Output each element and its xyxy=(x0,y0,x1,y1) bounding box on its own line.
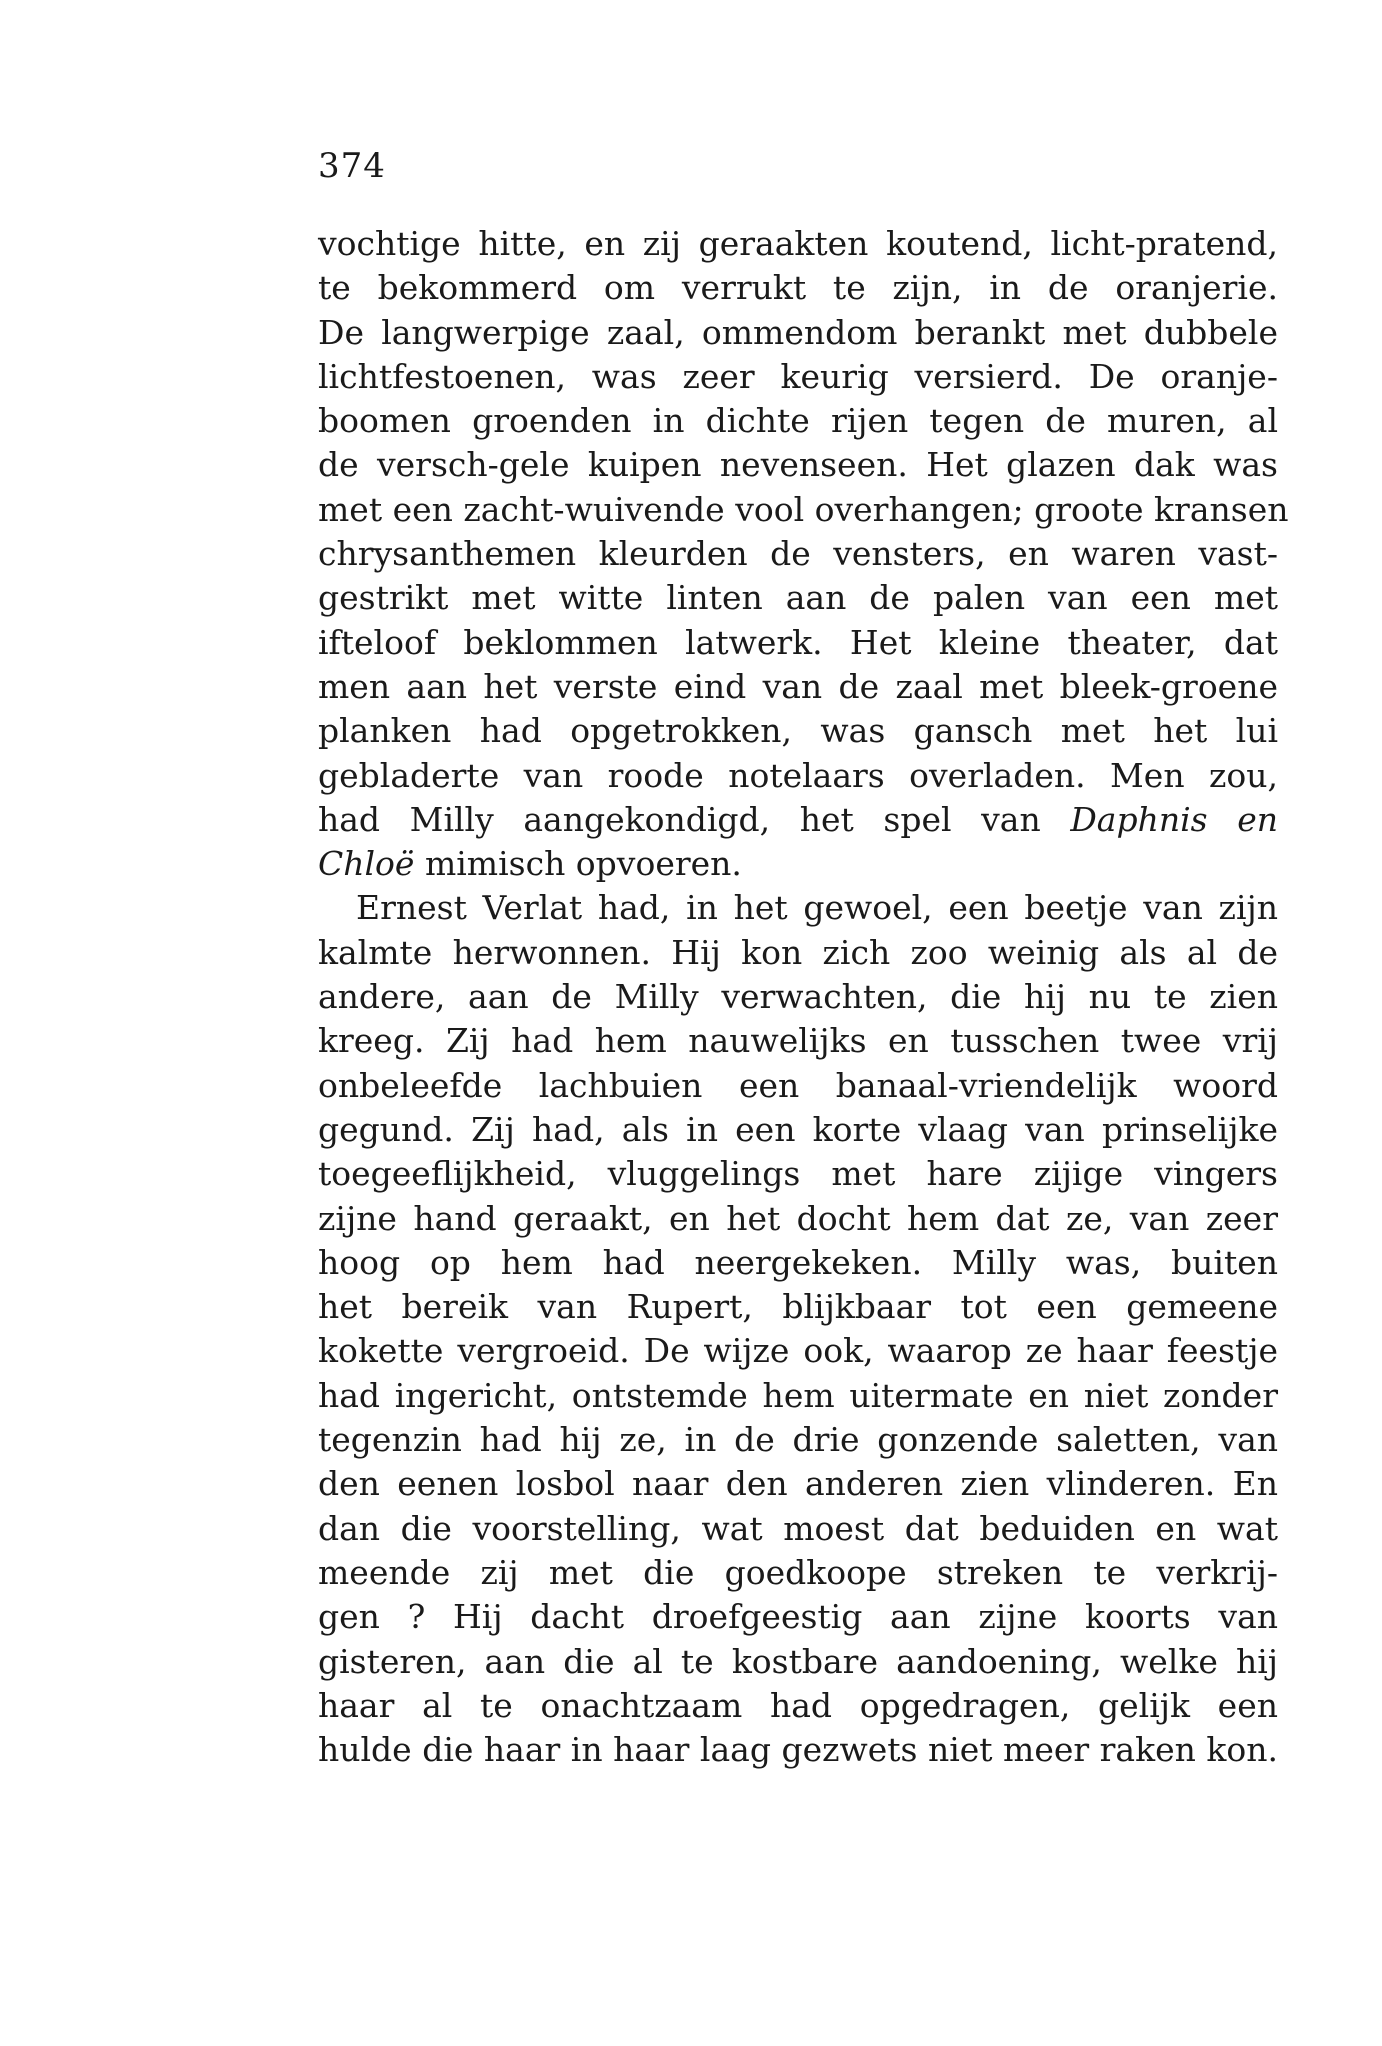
paragraph-1 xyxy=(318,222,1289,886)
text-line: had ingericht, ontstemde hem uitermate en niet zonder xyxy=(318,1375,1278,1415)
text-line: chrysanthemen kleurden de vensters, en waren vast- xyxy=(318,534,1278,574)
paragraph-2 xyxy=(318,886,1278,1772)
text-line: planken had opgetrokken, was gansch met het lui xyxy=(318,711,1278,751)
text-line: den eenen losbol naar den anderen zien vlinderen. En xyxy=(318,1464,1278,1504)
text-line: gisteren, aan die al te kostbare aandoening, welke hij xyxy=(318,1641,1278,1681)
body-text xyxy=(318,222,1289,1772)
text-line: gestrikt met witte linten aan de palen van een met xyxy=(318,578,1278,618)
text-line: meende zij met die goedkoope streken te verkrij- xyxy=(318,1552,1278,1592)
text-line: andere, aan de Milly verwachten, die hij nu te zien xyxy=(318,977,1278,1017)
text-line: gegund. Zij had, als in een korte vlaag van prinselijke xyxy=(318,1109,1278,1149)
text-line: kreeg. Zij had hem nauwelijks en tusschen twee vrij xyxy=(318,1021,1278,1061)
text-line: hoog op hem had neergekeken. Milly was, buiten xyxy=(318,1242,1278,1282)
text-line: hulde die haar in haar laag gezwets niet meer raken kon. xyxy=(318,1730,1278,1770)
text-line: haar al te onachtzaam had opgedragen, gelijk een xyxy=(318,1685,1278,1725)
text-line: tegenzin had hij ze, in de drie gonzende saletten, van xyxy=(318,1420,1278,1460)
text-line: dan die voorstelling, wat moest dat beduiden en wat xyxy=(318,1508,1278,1548)
text-line: zijne hand geraakt, en het docht hem dat ze, van zeer xyxy=(318,1198,1278,1238)
text-line: lichtfestoenen, was zeer keurig versierd. De oranje- xyxy=(318,356,1278,396)
text-line: ifteloof beklommen latwerk. Het kleine theater, dat xyxy=(318,622,1278,662)
text-line: De langwerpige zaal, ommendom berankt met dubbele xyxy=(318,312,1278,352)
text-line: kokette vergroeid. De wijze ook, waarop ze haar feestje xyxy=(318,1331,1278,1371)
page-number: 374 xyxy=(318,146,386,186)
text-line: kalmte herwonnen. Hij kon zich zoo weinig als al de xyxy=(318,932,1278,972)
text-line: gen ? Hij dacht droefgeestig aan zijne koorts van xyxy=(318,1597,1278,1637)
text-line: gebladerte van roode notelaars overladen. Men zou, xyxy=(318,755,1278,795)
italic-title-part: Chloë xyxy=(318,844,415,884)
text-line: boomen groenden in dichte rijen tegen de muren, al xyxy=(318,401,1278,441)
text-line: het bereik van Rupert, blijkbaar tot een gemeene xyxy=(318,1287,1278,1327)
text-line xyxy=(318,798,1278,842)
italic-title-part: Daphnis en xyxy=(1070,799,1278,839)
text-line-segment: mimisch opvoeren. xyxy=(414,844,742,884)
text-line: men aan het verste eind van de zaal met bleek-groene xyxy=(318,666,1278,706)
text-line: te bekommerd om verrukt te zijn, in de oranjerie. xyxy=(318,268,1278,308)
text-line: Ernest Verlat had, in het gewoel, een beetje van zijn xyxy=(356,888,1278,928)
text-line xyxy=(318,842,1278,886)
text-line: de versch-gele kuipen nevenseen. Het glazen dak was xyxy=(318,445,1278,485)
text-line: onbeleefde lachbuien een banaal-vriendelijk woord xyxy=(318,1065,1278,1105)
text-line: toegeeflijkheid, vluggelings met hare zijige vingers xyxy=(318,1154,1278,1194)
text-line: vochtige hitte, en zij geraakten koutend, licht-pratend, xyxy=(318,224,1278,263)
text-line-segment: had Milly aangekondigd, het spel van xyxy=(318,799,1041,839)
text-line: met een zacht-wuivende vool overhangen; groote kransen xyxy=(318,489,1289,529)
